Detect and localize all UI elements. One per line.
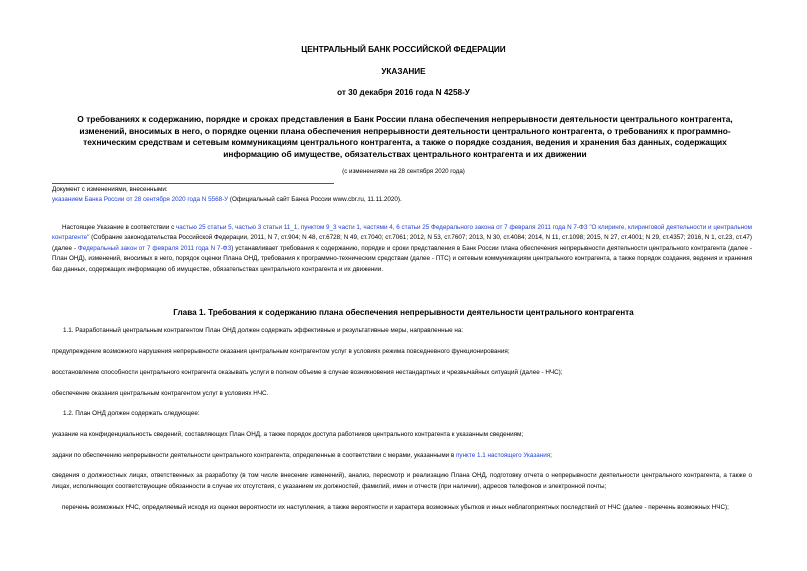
list-item: сведения о должностных лицах, ответственных за разработку (в том числе внесение изменений), анализ, пересмотр и реализацию Плана ОНД, подготовку отчета о непрерывности деятельности центрального контрагента, а также о лицах, исполняющих соответствующие обязанности в случае их отсутствия, с указанием их должностей, фамилий, имен и отчеств (при наличии), адресов телефонов и электронной почты;: [52, 472, 752, 490]
clause-1-2: 1.2. План ОНД должен содержать следующее:: [63, 410, 200, 417]
clause-1-1-link[interactable]: пункте 1.1 настоящего Указания: [456, 452, 551, 459]
changes-note: (с изменениями на 28 сентября 2020 года): [342, 168, 465, 175]
document-title: О требованиях к содержанию, порядке и сроках представления в Банк России плана обеспечения непрерывности деятельности центрального контрагента, изменений, вносимых в него, о порядке оценки плана обеспечения непрерывности деятельности центрального контрагента, о требованиях к программно-техническим средствам и сетевым коммуникациям центрального контрагента, а также о порядке создания, ведения и хранения баз данных, содержащих информацию об имуществе, обязательствах центрального контрагента и их движении: [77, 114, 733, 159]
list-item: обеспечение оказания центральным контрагентом услуг в условиях НЧС.: [52, 390, 269, 397]
list-item-end: ;: [550, 452, 552, 459]
amendments-label: Документ с изменениями, внесенными:: [52, 186, 168, 193]
preamble-text-3: ) устанавливает требования к содержанию, порядке и сроки представления в Банк России плана обеспечения непрерывности деятельности центрального контрагента (далее - План ОНД), изменений, вносимых в него, порядок оценки Плана ОНД, требования к программно-техническим средствам (далее - ПТС) и сетевым коммуникациям центрального контрагента, а также порядок создания, ведения и хранения баз данных, содержащих информацию об имуществе, обязательствах центрального контрагента и их движении.: [52, 244, 752, 273]
list-item: перечень возможных НЧС, определяемый исходя из оценки вероятности их наступления, а также вероятности и характера возможных убытков и иных неблагоприятных последствий от НЧС (далее - перечень возможных НЧС);: [62, 504, 729, 511]
chapter-1-heading: Глава 1. Требования к содержанию плана обеспечения непрерывности деятельности центрального контрагента: [173, 308, 634, 317]
list-item: указание на конфиденциальность сведений, составляющих План ОНД, а также порядок доступа работников центрального контрагента к указанным сведениям;: [52, 431, 524, 438]
document-type: УКАЗАНИЕ: [381, 67, 426, 76]
divider-line: [52, 183, 334, 184]
federal-law-link[interactable]: Федеральный закон от 7 февраля 2011 года N 7-ФЗ: [77, 244, 232, 252]
clause-1-1: 1.1. Разработанный центральным контрагентом План ОНД должен содержать эффективные и результативные меры, направленные на:: [63, 327, 464, 334]
amendment-source: (Официальный сайт Банка России www.cbr.ru, 11.11.2020).: [228, 196, 402, 203]
issuer-heading: ЦЕНТРАЛЬНЫЙ БАНК РОССИЙСКОЙ ФЕДЕРАЦИИ: [301, 45, 506, 54]
list-item: [52, 451, 552, 461]
preamble-text-1: Настоящее Указание в соответствии с: [62, 224, 177, 231]
preamble-paragraph: [52, 223, 752, 275]
document-date-number: от 30 декабря 2016 года N 4258-У: [337, 88, 470, 97]
amendments-line: [52, 195, 402, 204]
list-item-text: задачи по обеспечению непрерывности деятельности центрального контрагента, определенные в соответствии с мерами, указанными в: [52, 452, 457, 459]
list-item: восстановление способности центрального контрагента оказывать услуги в полном объеме в случае возникновения нестандартных и чрезвычайных ситуаций (далее - НЧС);: [52, 369, 563, 376]
amendment-link[interactable]: указанием Банка России от 28 сентября 2020 года N 5568-У: [52, 196, 229, 203]
list-item: предупреждение возможного нарушения непрерывности оказания центральным контрагентом услуг в условиях режима повседневного функционирования;: [52, 348, 510, 355]
preamble-text-2: (Собрание законодательства Российской Федерации, 2011, N 7, ст.904; N 48, ст.6728; N 49, ст.7040; ст.7061; 2012, N 53, ст.7607; 2013, N 30, ст.4084; 2014, N 11, ст.1098; 2015, N 27, ст.4001; N 29, ст.4357; 2016, N 1, ст.23, ст.47) (далее -: [52, 234, 752, 252]
law-articles-link[interactable]: частью 25 статьи 5, частью 3 статьи 11_1, пунктом 9_3 части 1, частями 4, 6 статьи 25 Федерального закона от 7 февраля 2011 года N 7-ФЗ "О клиринге, клиринговой деятельности и центральном контрагенте": [52, 224, 752, 242]
